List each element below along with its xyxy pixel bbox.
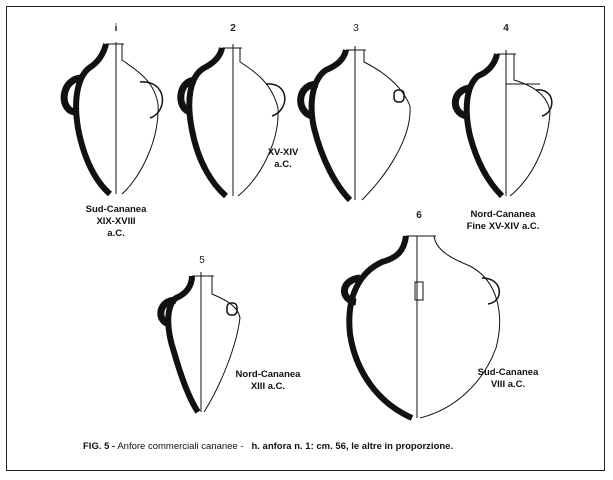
figure-4-label — [448, 209, 558, 233]
caption-figure-number: FIG. 5 - — [83, 441, 116, 452]
figure-4-number: 4 — [503, 23, 509, 34]
figure-2-number: 2 — [230, 23, 236, 34]
label-line: Fine XV-XIV a.C. — [466, 221, 540, 232]
label-line: XV-XIV — [267, 147, 299, 158]
label-line: Sud-Cananea — [477, 367, 539, 378]
amphora-2-drawing — [181, 44, 285, 196]
label-line: XIII a.C. — [250, 381, 286, 392]
label-line: a.C. — [107, 228, 125, 239]
label-line: Nord-Cananea — [470, 209, 536, 220]
figure-5-label — [228, 369, 308, 393]
amphora-3-drawing — [301, 46, 410, 200]
caption-text: Anfore commerciali cananee - — [117, 441, 244, 452]
amphora-4-drawing — [455, 50, 552, 196]
label-line: VIII a.C. — [490, 379, 526, 390]
figure-2-label — [253, 147, 313, 171]
figure-5-number: 5 — [199, 255, 205, 266]
figure-6-label — [468, 367, 548, 391]
label-line: a.C. — [274, 159, 292, 170]
figure-6-number: 6 — [416, 210, 422, 221]
figure-3-number: 3 — [353, 23, 359, 34]
label-line: XIX-XVIII — [96, 216, 136, 227]
label-line: Sud-Cananea — [85, 204, 147, 215]
amphora-1-drawing — [64, 42, 162, 194]
figure-1-number: i — [114, 23, 118, 34]
figure-caption — [83, 441, 453, 452]
caption-detail: h. anfora n. 1: cm. 56, le altre in proporzione. — [251, 441, 454, 452]
figure-1-label — [76, 204, 156, 240]
label-line: Nord-Cananea — [235, 369, 301, 380]
